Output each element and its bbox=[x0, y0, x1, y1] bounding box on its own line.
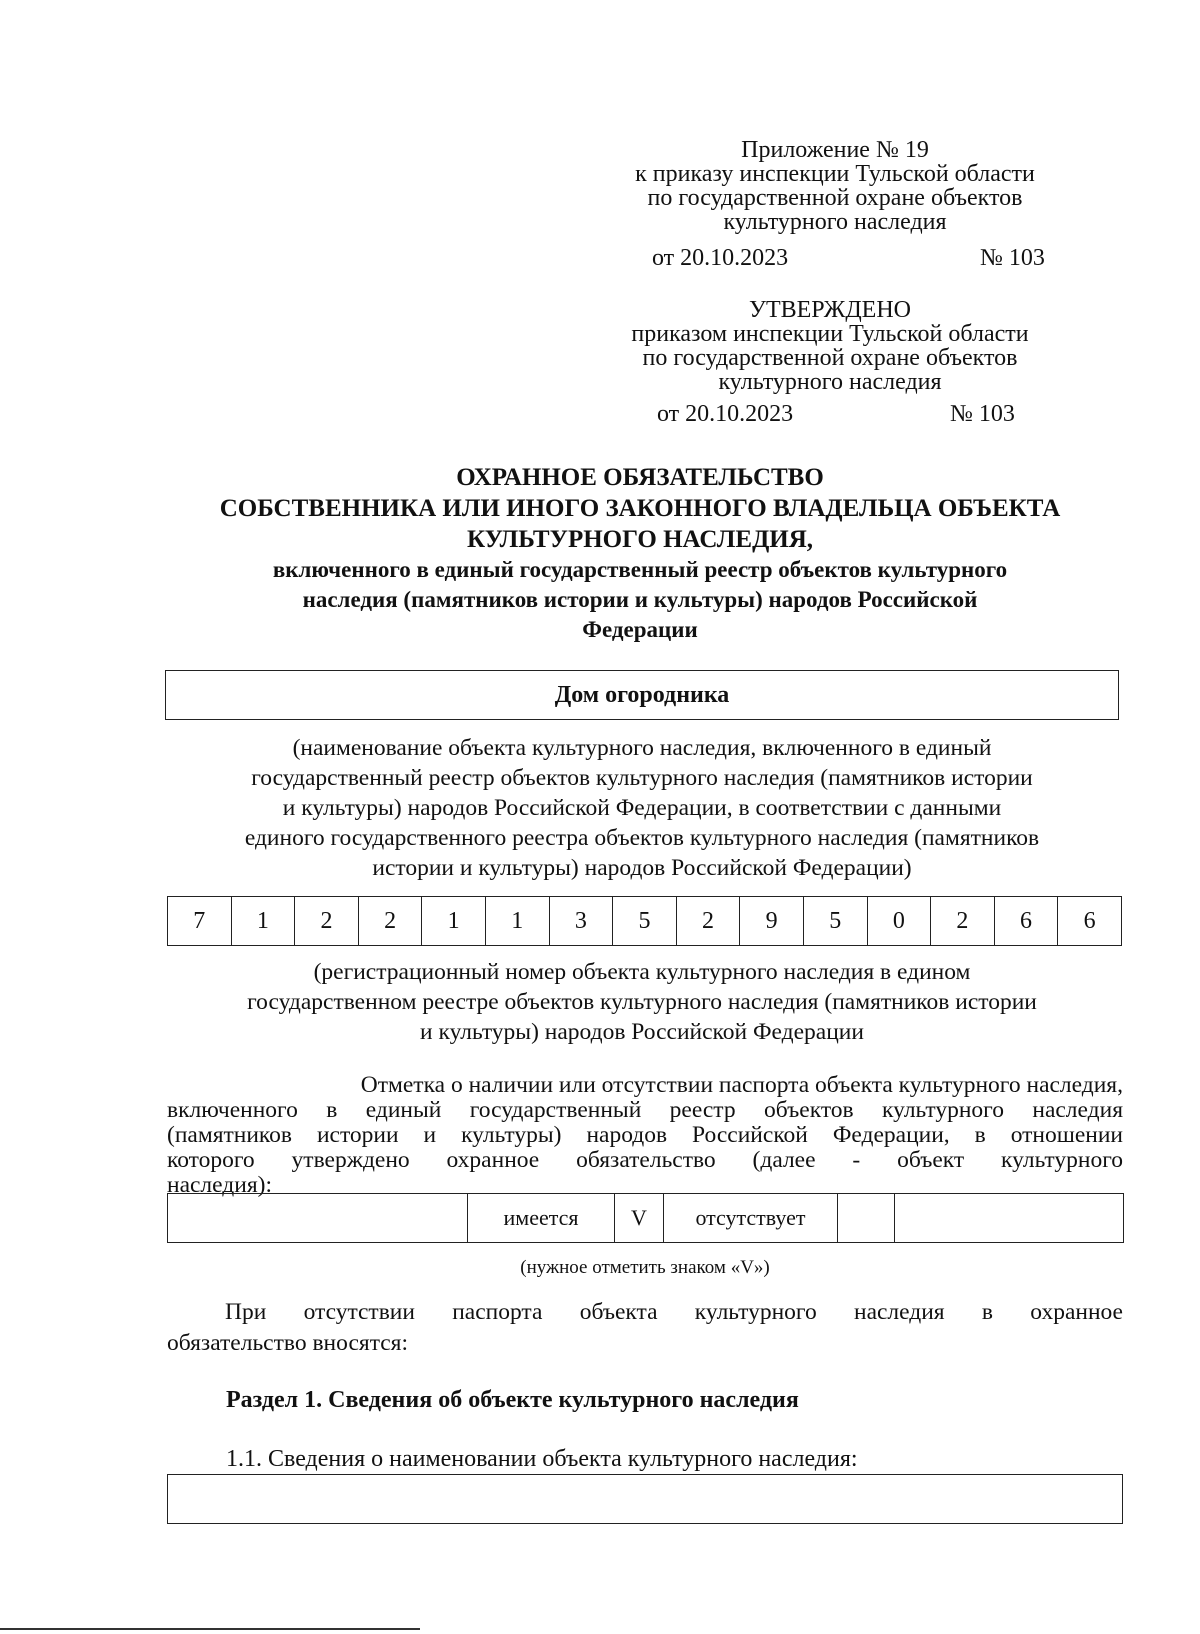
title-line: ОХРАННОЕ ОБЯЗАТЕЛЬСТВО bbox=[456, 464, 824, 491]
title-subline: Федерации bbox=[582, 617, 698, 642]
no-passport-checkbox[interactable] bbox=[838, 1194, 895, 1243]
registration-number-row bbox=[168, 897, 1122, 946]
object-name-caption bbox=[160, 733, 1124, 883]
empty-cell bbox=[895, 1194, 1124, 1243]
approved-order-line: по государственной охране объектов bbox=[642, 345, 1018, 371]
empty-cell bbox=[168, 1194, 468, 1243]
approved-order-line: приказом инспекции Тульской области bbox=[631, 321, 1029, 347]
title-line: КУЛЬТУРНОГО НАСЛЕДИЯ, bbox=[466, 526, 814, 553]
scan-edge-line bbox=[0, 1628, 420, 1630]
reg-digit: 9 bbox=[740, 897, 804, 946]
reg-digit: 6 bbox=[1058, 897, 1122, 946]
reg-digit: 7 bbox=[168, 897, 232, 946]
section-1-heading: Раздел 1. Сведения об объекте культурного наследия bbox=[226, 1387, 799, 1413]
caption-line: государственном реестре объектов культурного наследия (памятников истории bbox=[247, 989, 1037, 1015]
paragraph-line: (памятников истории и культуры) народов Российской Федерации, в отношении bbox=[167, 1122, 1123, 1148]
has-passport-label: имеется bbox=[468, 1194, 615, 1243]
passport-check-row bbox=[168, 1194, 1124, 1243]
appendix-order-line: к приказу инспекции Тульской области bbox=[635, 161, 1035, 187]
registration-caption bbox=[160, 957, 1124, 1047]
reg-digit: 1 bbox=[231, 897, 295, 946]
reg-digit: 5 bbox=[613, 897, 677, 946]
reg-digit: 6 bbox=[994, 897, 1058, 946]
mark-note: (нужное отметить знаком «V») bbox=[520, 1257, 770, 1278]
appendix-order-line: по государственной охране объектов bbox=[647, 185, 1023, 211]
paragraph-line: наследия): bbox=[167, 1172, 272, 1198]
approved-date: от 20.10.2023 bbox=[657, 401, 794, 427]
paragraph-line: Отметка о наличии или отсутствии паспорта объекта культурного наследия, bbox=[360, 1072, 1123, 1098]
item-1-1-label: 1.1. Сведения о наименовании объекта культурного наследия: bbox=[226, 1446, 858, 1472]
caption-line: и культуры) народов Российской Федерации, в соответствии с данными bbox=[282, 795, 1002, 821]
appendix-date: от 20.10.2023 bbox=[652, 245, 789, 271]
reg-digit: 0 bbox=[867, 897, 931, 946]
registration-number-table bbox=[167, 896, 1122, 946]
appendix-order-line: культурного наследия bbox=[723, 209, 947, 235]
paragraph-line: обязательство вносятся: bbox=[167, 1330, 409, 1356]
title-line: СОБСТВЕННИКА ИЛИ ИНОГО ЗАКОННОГО ВЛАДЕЛЬЦА ОБЪЕКТА bbox=[219, 495, 1061, 522]
passport-check-table bbox=[167, 1193, 1124, 1243]
absence-paragraph bbox=[167, 1297, 1123, 1359]
approved-block bbox=[590, 298, 1070, 394]
caption-line: и культуры) народов Российской Федерации bbox=[420, 1019, 864, 1045]
appendix-title: Приложение № 19 bbox=[741, 137, 929, 163]
title-subline: включенного в единый государственный реестр объектов культурного bbox=[272, 557, 1008, 582]
caption-line: единого государственного реестра объектов культурного наследия (памятников bbox=[244, 825, 1040, 851]
reg-digit: 2 bbox=[931, 897, 995, 946]
reg-digit: 2 bbox=[676, 897, 740, 946]
object-name-field[interactable] bbox=[167, 1474, 1123, 1524]
caption-line: истории и культуры) народов Российской Федерации) bbox=[372, 855, 912, 881]
approved-number: № 103 bbox=[950, 401, 1015, 427]
appendix-number: № 103 bbox=[980, 245, 1045, 271]
paragraph-line: включенного в единый государственный реестр объектов культурного наследия bbox=[167, 1097, 1123, 1123]
no-passport-label: отсутствует bbox=[664, 1194, 838, 1243]
object-name-box bbox=[165, 670, 1119, 720]
reg-digit: 1 bbox=[485, 897, 549, 946]
caption-line: (наименование объекта культурного наследия, включенного в единый bbox=[292, 735, 992, 761]
approved-order-line: культурного наследия bbox=[718, 369, 942, 395]
title-subline: наследия (памятников истории и культуры) народов Российской bbox=[302, 587, 978, 612]
document-title bbox=[160, 462, 1120, 645]
caption-line: (регистрационный номер объекта культурного наследия в едином bbox=[313, 959, 971, 985]
paragraph-line: которого утверждено охранное обязательство (далее - объект культурного bbox=[167, 1147, 1123, 1173]
reg-digit: 3 bbox=[549, 897, 613, 946]
appendix-block bbox=[590, 138, 1080, 234]
reg-digit: 1 bbox=[422, 897, 486, 946]
caption-line: государственный реестр объектов культурного наследия (памятников истории bbox=[251, 765, 1033, 791]
object-name: Дом огородника bbox=[554, 681, 730, 708]
reg-digit: 2 bbox=[358, 897, 422, 946]
reg-digit: 2 bbox=[295, 897, 359, 946]
passport-paragraph bbox=[167, 1073, 1123, 1198]
has-passport-checkbox[interactable]: V bbox=[615, 1194, 664, 1243]
paragraph-line: При отсутствии паспорта объекта культурного наследия в охранное bbox=[225, 1299, 1123, 1325]
approved-title: УТВЕРЖДЕНО bbox=[748, 297, 912, 323]
reg-digit: 5 bbox=[803, 897, 867, 946]
